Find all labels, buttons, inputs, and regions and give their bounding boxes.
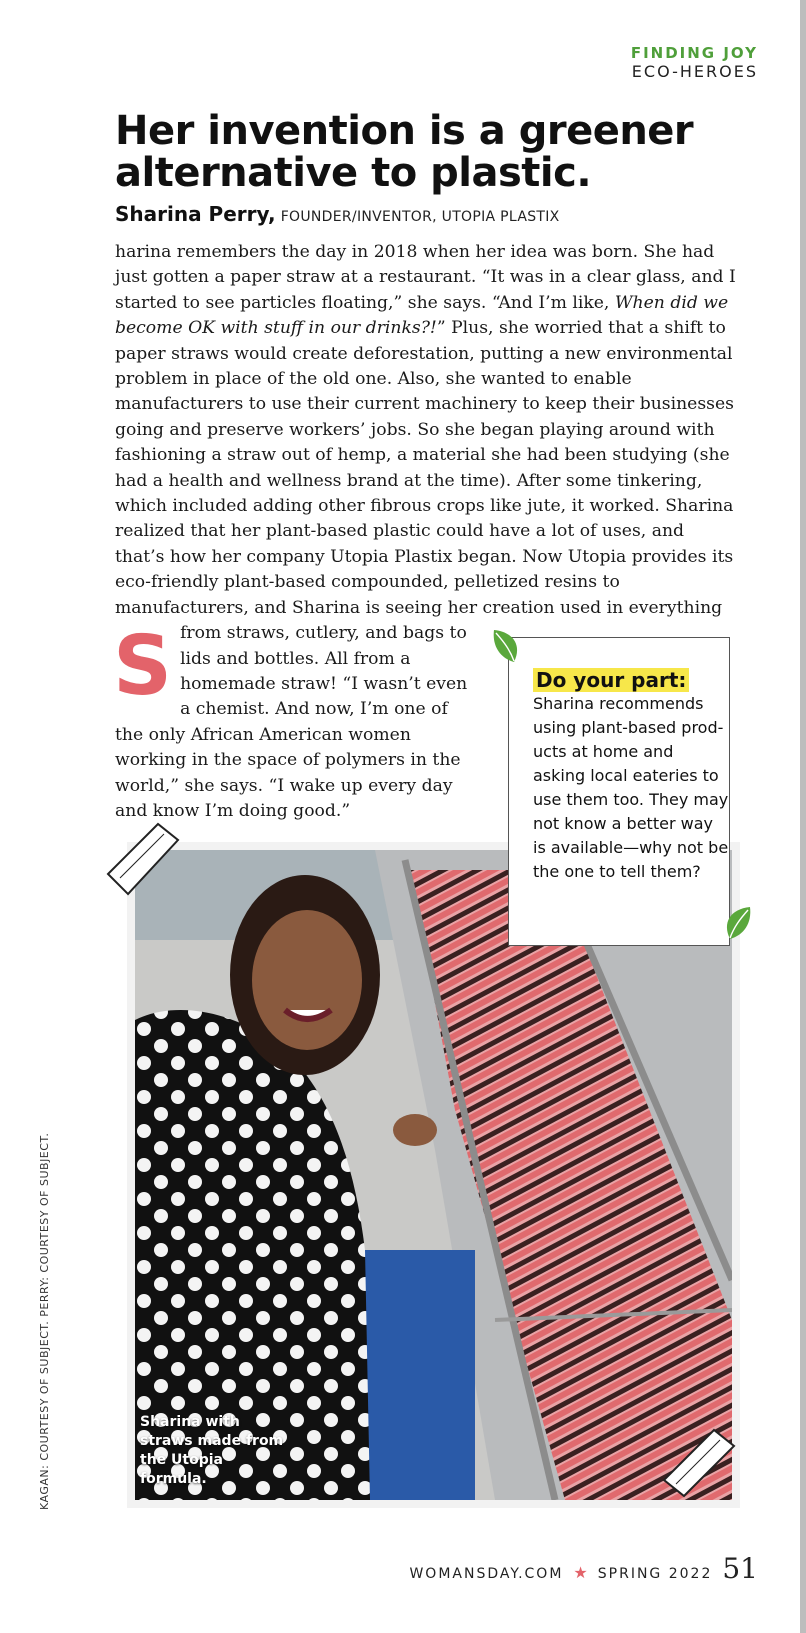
drop-cap: S [113,619,173,714]
sidebar-label: Do your part: [533,668,689,692]
factory-photo [135,850,732,1500]
tape-corner-icon [106,822,186,902]
section-kicker [631,44,758,82]
byline-role: FOUNDER/INVENTOR, UTOPIA PLASTIX [280,209,560,225]
sidebar-tip: Sharina recommends using plant-based products at home and asking local eateries to use them too. They may not know a better way is available—why not be the one to tell them? [533,694,729,881]
section-label: FINDING JOY [630,44,758,62]
photo-caption: Sharina with straws made from the Utopia formula. [140,1414,284,1487]
byline [115,202,560,226]
leaf-icon [722,905,752,941]
page-footer [409,1552,758,1585]
byline-name: Sharina Perry, [115,202,276,226]
footer-site: WOMANSDAY.COM [409,1566,564,1582]
page-edge [800,0,806,1633]
star-icon: ★ [573,1563,588,1582]
footer-issue: SPRING 2022 [597,1566,713,1582]
tip-sidebar [508,637,730,946]
article-italic-quote: When did we become OK with stuff in our drinks?! [115,292,729,339]
headline: Her invention is a greener alternative to plastic. [115,108,694,196]
article-text-1: harina remembers the day in 2018 when her idea was born. She had just gotten a paper straw at a restaurant. “It was in a clear glass, and I started to see particles floating,” she says. “And I’m like, [115,242,736,313]
subsection-label: ECO-HEROES [631,62,758,81]
photo-credit: KAGAN: COURTESY OF SUBJECT. PERRY: COURTESY OF SUBJECT. [38,1132,51,1510]
page-number: 51 [722,1552,758,1585]
article-text-2: ” Plus, she worried that a shift to paper straws would create deforestation, putting a new environmental problem in place of the old one. Also, she wanted to enable manufacturers to use their current machinery to keep their businesses going and preserve workers’ jobs. So she began playing around with fashioning a straw out of hemp, a material she had been studying (she had a health and wellness brand at the time). After some tinkering, which included adding other fibrous crops like jute, it worked. Sharina realized that her plant-based plastic could have a lot of uses, and that’s how her company Utopia Plastix began. Now Utopia provides its eco-friendly plant-based compounded, pelletized resins to manufacturers, and Sharina is seeing her creation used in everything from straws, cutlery, and bags to lids and bottles. All from a homemade straw! “I wasn’t even a chemist. And now, I’m one of the only African American women working in the space of polymers in the world,” she says. “I wake up every day and know I’m doing good.” [115,318,734,821]
leaf-icon [492,628,522,664]
tape-corner-icon [656,1418,736,1498]
